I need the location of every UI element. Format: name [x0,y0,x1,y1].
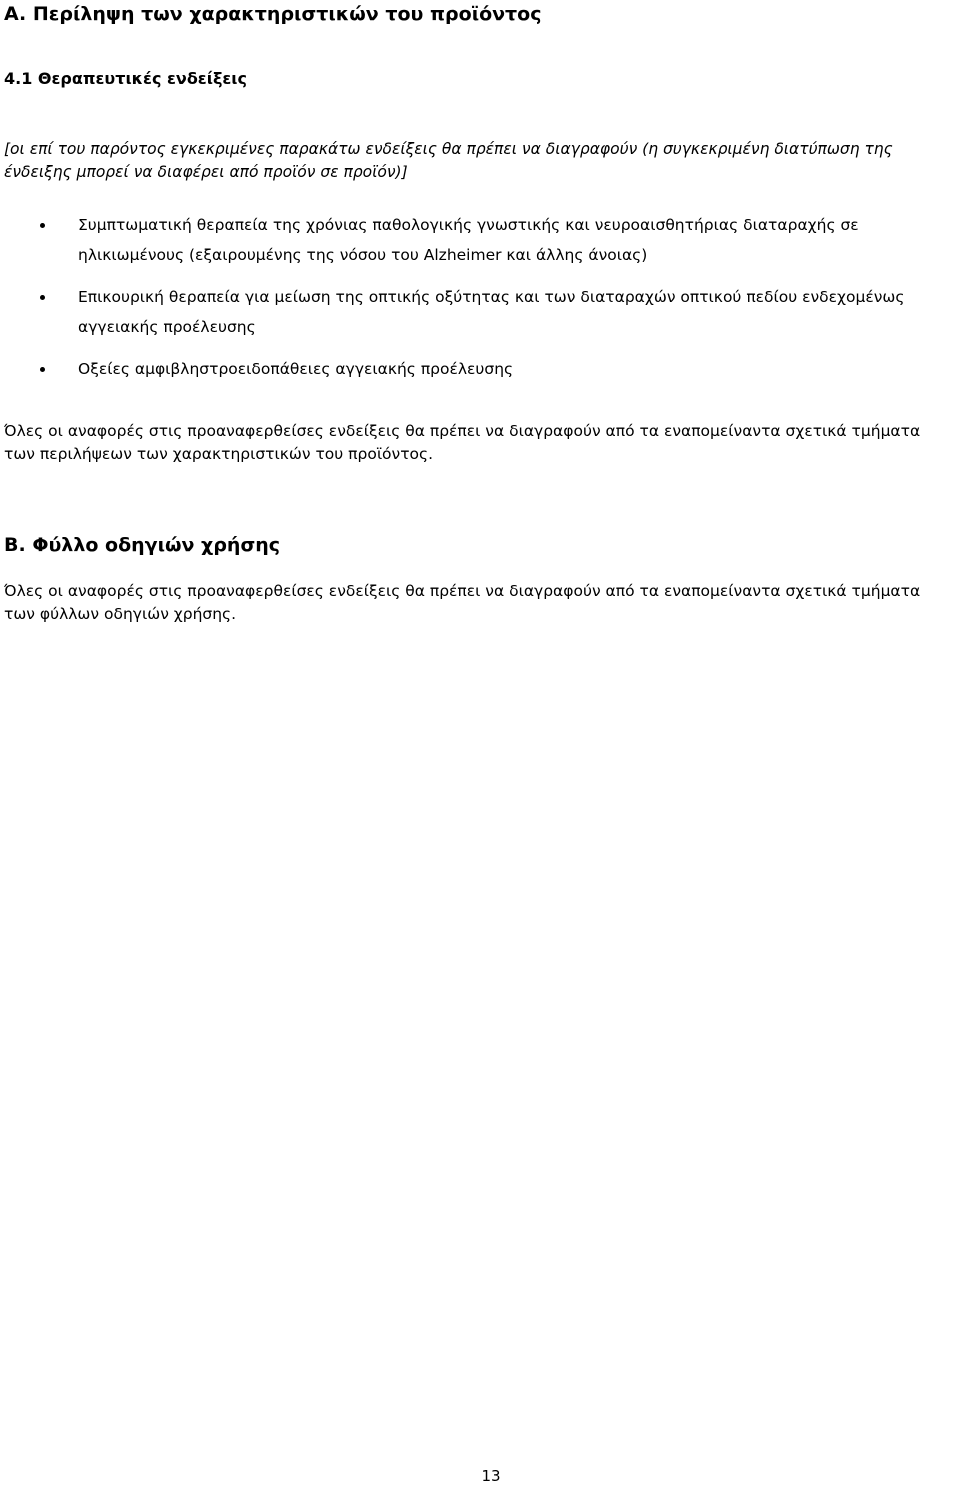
subsection-title: 4.1 Θεραπευτικές ενδείξεις [4,69,248,88]
list-item [0,210,960,270]
list-item [0,354,960,384]
list-item [0,282,960,342]
editorial-note: [οι επί του παρόντος εγκεκριμένες παρακάτω ενδείξεις θα πρέπει να διαγραφούν (η συγκεκριμένη διατύπωση της ένδειξης μπορεί να διαφέρει από προϊόν σε προϊόν)] [4,140,893,181]
indications-list [0,210,960,396]
list-item-text: Οξείες αμφιβληστροειδοπάθειες αγγειακής προέλευσης [78,360,514,378]
section-a-title: A. Περίληψη των χαρακτηριστικών του προϊόντος [4,3,542,25]
list-item-text: Επικουρική θεραπεία για μείωση της οπτικής οξύτητας και των διαταραχών οπτικού πεδίου ενδεχομένως αγγειακής προέλευσης [78,288,905,336]
section-a-closing-paragraph: Όλες οι αναφορές στις προαναφερθείσες ενδείξεις θα πρέπει να διαγραφούν από τα εναπομείναντα σχετικά τμήματα των περιλήψεων των χαρακτηριστικών του προϊόντος. [4,422,921,463]
page-number: 13 [481,1467,501,1485]
section-b-title: B. Φύλλο οδηγιών χρήσης [4,534,281,556]
bullet-icon [40,223,45,228]
bullet-icon [40,295,45,300]
list-item-text: Συμπτωματική θεραπεία της χρόνιας παθολογικής γνωστικής και νευροαισθητήριας διαταραχής σε ηλικιωμένους (εξαιρουμένης της νόσου του Alzheimer και άλλης άνοιας) [78,216,859,264]
section-b-paragraph: Όλες οι αναφορές στις προαναφερθείσες ενδείξεις θα πρέπει να διαγραφούν από τα εναπομείναντα σχετικά τμήματα των φύλλων οδηγιών χρήσης. [4,582,921,623]
bullet-icon [40,367,45,372]
